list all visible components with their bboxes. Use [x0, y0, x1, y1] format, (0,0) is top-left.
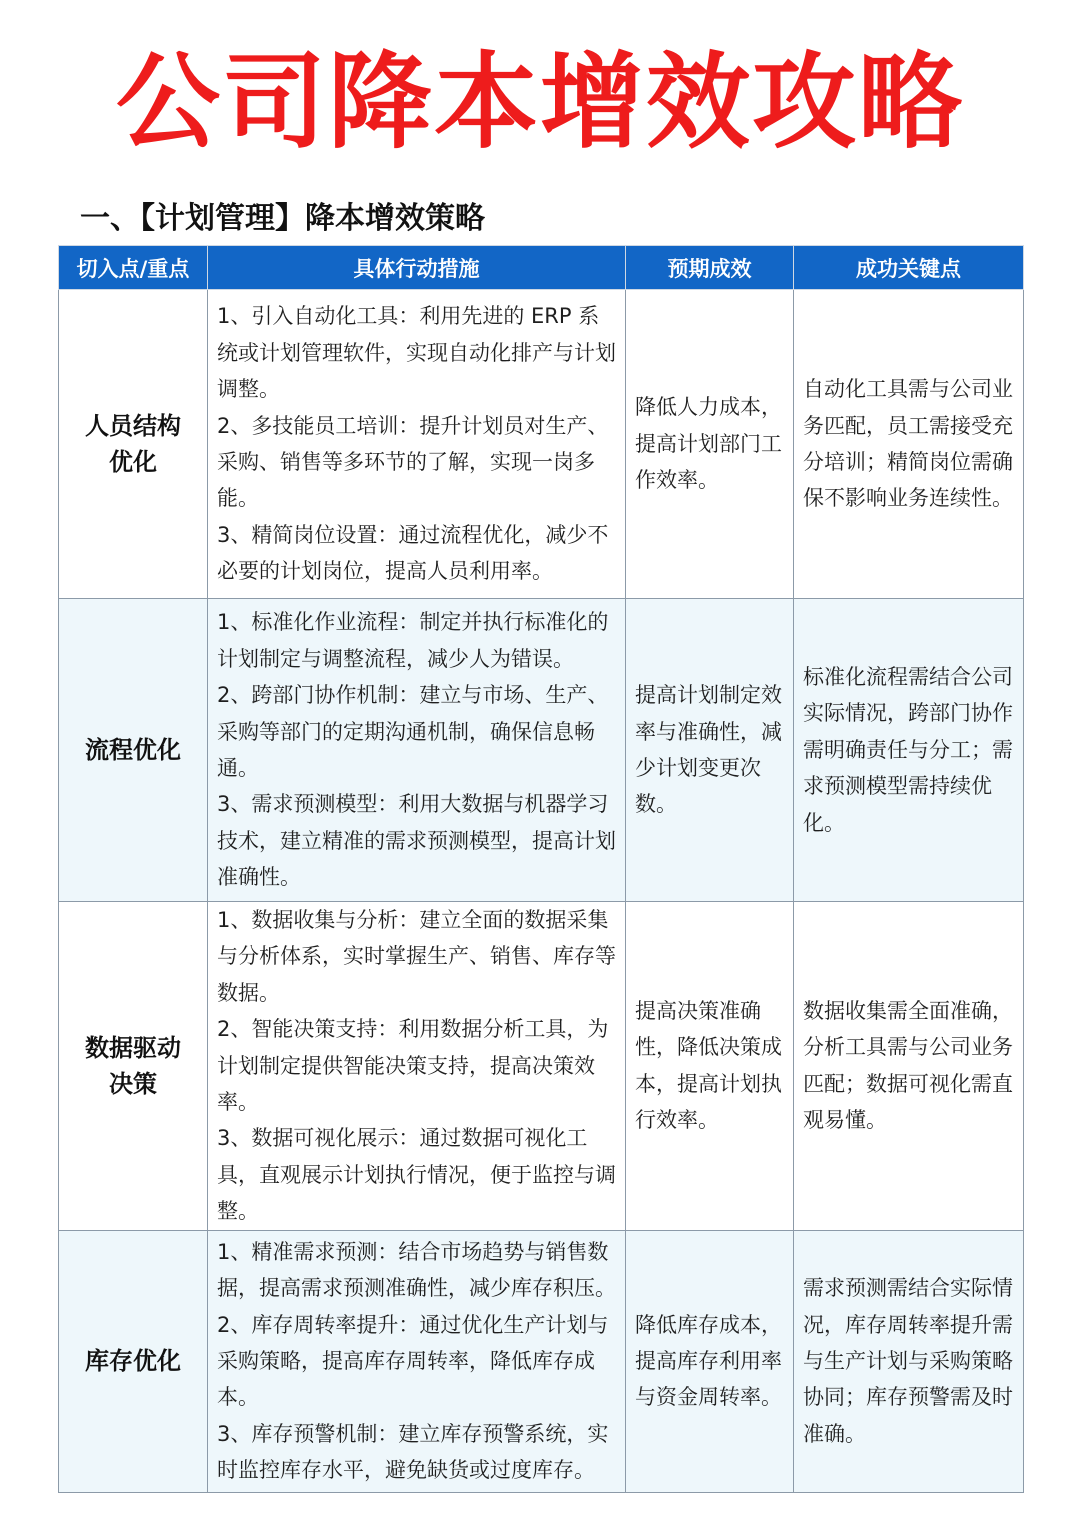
row-key-cell	[59, 902, 208, 1231]
action-item: 3、需求预测模型：利用大数据与机器学习技术，建立精准的需求预测模型，提高计划准确性。	[217, 792, 616, 890]
row-effect: 降低库存成本，提高库存利用率与资金周转率。	[635, 1312, 782, 1410]
section-title: 一、【计划管理】降本增效策略	[80, 201, 485, 236]
row-success-cell	[794, 1230, 1024, 1492]
row-key-cell	[59, 290, 208, 599]
action-item: 3、数据可视化展示：通过数据可视化工具，直观展示计划执行情况，便于监控与调整。	[217, 1126, 616, 1224]
action-item: 1、数据收集与分析：建立全面的数据采集与分析体系，实时掌握生产、销售、库存等数据。	[217, 908, 616, 1005]
action-item: 2、智能决策支持：利用数据分析工具，为计划制定提供智能决策支持，提高决策效率。	[217, 1017, 609, 1115]
row-actions-cell	[208, 599, 626, 902]
row-key: 流程优化	[85, 736, 181, 764]
action-item: 1、引入自动化工具：利用先进的 ERP 系统或计划管理软件，实现自动化排产与计划调整。	[217, 304, 616, 402]
action-item: 2、跨部门协作机制：建立与市场、生产、采购等部门的定期沟通机制，确保信息畅通。	[217, 683, 609, 780]
row-actions-cell	[208, 290, 626, 599]
row-key: 库存优化	[85, 1347, 181, 1376]
row-key: 数据驱动决策	[85, 1033, 181, 1098]
row-key: 人员结构优化	[85, 412, 181, 476]
table-row	[59, 1230, 1024, 1492]
row-key-cell	[59, 599, 208, 902]
action-item: 2、多技能员工培训：提升计划员对生产、采购、销售等多环节的了解，实现一岗多能。	[217, 413, 609, 511]
table-row	[59, 902, 1024, 1231]
header-success: 成功关键点	[794, 246, 1024, 290]
action-item: 1、精准需求预测：结合市场趋势与销售数据，提高需求预测准确性，减少库存积压。	[217, 1239, 616, 1301]
row-actions-cell	[208, 902, 626, 1231]
row-success-cell	[794, 290, 1024, 599]
action-item: 3、库存预警机制：建立库存预警系统，实时监控库存水平，避免缺货或过度库存。	[217, 1421, 609, 1483]
header-actions: 具体行动措施	[208, 246, 626, 290]
action-item: 1、标准化作业流程：制定并执行标准化的计划制定与调整流程，减少人为错误。	[217, 610, 609, 671]
row-effect: 降低人力成本，提高计划部门工作效率。	[635, 395, 782, 493]
strategy-table	[58, 245, 1024, 1493]
page-title: 公司降本增效攻略	[115, 41, 964, 163]
action-item: 2、库存周转率提升：通过优化生产计划与采购策略，提高库存周转率，降低库存成本。	[217, 1312, 609, 1410]
row-actions-cell	[208, 1230, 626, 1492]
row-effect-cell	[626, 599, 794, 902]
table-header-row	[59, 246, 1024, 290]
row-effect-cell	[626, 1230, 794, 1492]
row-success: 自动化工具需与公司业务匹配，员工需接受充分培训；精简岗位需确保不影响业务连续性。	[803, 377, 1013, 511]
row-effect-cell	[626, 290, 794, 599]
row-key-cell	[59, 1230, 208, 1492]
row-success-cell	[794, 599, 1024, 902]
table-row	[59, 599, 1024, 902]
row-effect: 提高决策准确性，降低决策成本，提高计划执行效率。	[635, 999, 782, 1133]
row-success: 数据收集需全面准确，分析工具需与公司业务匹配；数据可视化需直观易懂。	[803, 999, 1013, 1133]
row-success: 需求预测需结合实际情况，库存周转率提升需与生产计划与采购策略协同；库存预警需及时准确。	[803, 1276, 1013, 1446]
table-row	[59, 290, 1024, 599]
header-effect: 预期成效	[626, 246, 794, 290]
row-success: 标准化流程需结合公司实际情况，跨部门协作需明确责任与分工；需求预测模型需持续优化。	[803, 664, 1013, 835]
row-effect: 提高计划制定效率与准确性，减少计划变更次数。	[635, 683, 782, 817]
row-success-cell	[794, 902, 1024, 1231]
strategy-table-wrapper	[58, 245, 1023, 1493]
row-effect-cell	[626, 902, 794, 1231]
action-item: 3、精简岗位设置：通过流程优化，减少不必要的计划岗位，提高人员利用率。	[217, 522, 609, 584]
header-key: 切入点/重点	[59, 246, 208, 290]
